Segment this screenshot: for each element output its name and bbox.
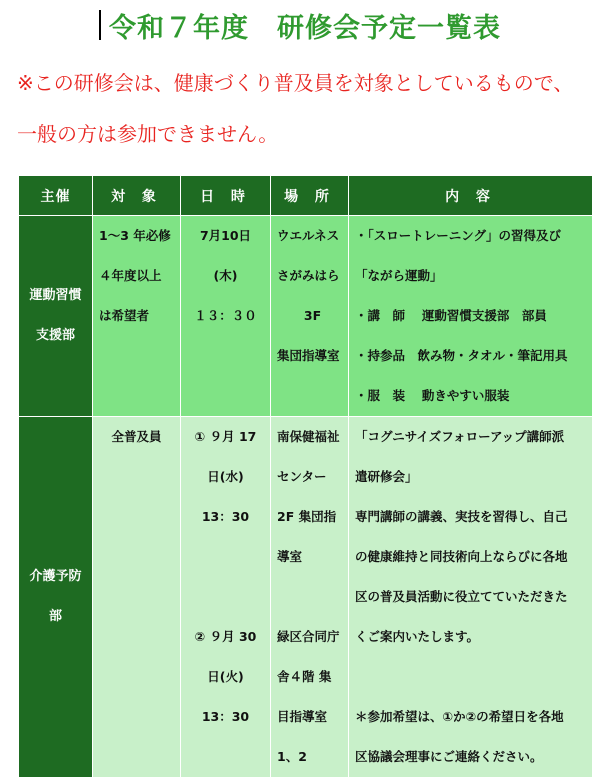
datetime-line: １３：３０ [194,308,257,323]
datetime-line: 13：30 [201,709,250,724]
target-cell [93,216,181,417]
content-line: 「コグニサイズフォローアップ講師派 [355,429,565,444]
datetime-line [181,577,270,617]
organizer-line: 介護予防 [29,569,82,584]
content-line: 区協議会理事にご連絡ください。 [355,749,543,764]
target-line: ４年度以上 [99,268,162,283]
header-organizer: 主催 [19,176,93,216]
organizer-cell [19,417,93,778]
place-line: ウエルネス [277,228,340,243]
content-line: ・「スロートレーニング」の習得及び [355,228,562,243]
place-line [277,577,348,617]
place-line: 2F 集団指 [277,509,337,524]
target-cell [93,417,181,778]
place-line: 緑区合同庁 [277,629,340,644]
header-place: 場 所 [271,176,349,216]
content-line: の健康維持と同技術向上ならびに各地 [355,549,568,564]
place-line: センター [277,469,327,484]
target-line: 全普及員 [111,429,162,444]
datetime-line: 7月10日 [199,228,252,243]
content-line: ・持参品 飲み物・タオル・筆記用具 [355,348,568,363]
header-target: 対 象 [93,176,181,216]
place-line: 3F [303,308,322,323]
organizer-line: 運動習慣 [29,288,82,303]
datetime-cell [181,216,271,417]
content-line: ・講 師 運動習慣支援部 部員 [355,308,547,323]
header-datetime: 日 時 [181,176,271,216]
notice-line-1: ※この研修会は、健康づくり普及員を対象としているもので、 [17,71,574,95]
place-line: 1、2 [277,749,307,764]
datetime-line [181,537,270,577]
target-line: は希望者 [99,308,150,323]
place-line: 南保健福祉 [277,429,340,444]
header-content: 内 容 [349,176,593,216]
place-cell [271,417,349,778]
text-cursor [99,10,101,40]
page-title: 令和７年度 研修会予定一覧表 [109,13,501,44]
content-line: ・服 装 動きやすい服装 [355,388,510,403]
content-cell [349,216,593,417]
content-line: 遣研修会」 [355,469,418,484]
place-line: さがみはら [277,268,340,283]
schedule-table [18,175,593,778]
datetime-cell [181,417,271,778]
datetime-line: ① ９月 17 [194,429,257,444]
table-header-row [19,176,593,216]
content-cell [349,417,593,778]
content-line [355,657,592,697]
organizer-line: 部 [48,609,62,624]
place-line: 集団指導室 [277,348,340,363]
content-line: 区の普及員活動に役立てていただきた [355,589,568,604]
place-cell [271,216,349,417]
datetime-line: 13：30 [201,509,250,524]
place-line: 舎４階 集 [277,669,332,684]
organizer-line: 支援部 [35,328,75,343]
content-line: ＊参加希望は、①か②の希望日を各地 [355,709,564,724]
datetime-line: 日(火) [207,669,244,684]
table-row [19,216,593,417]
place-line: 導室 [277,549,303,564]
datetime-line: (木) [213,268,238,283]
notice-line-2: 一般の方は参加できません。 [17,122,279,146]
content-line: くご案内いたします。 [355,629,480,644]
place-line: 目指導室 [277,709,328,724]
content-line: 「ながら運動」 [355,268,443,283]
datetime-line: ② ９月 30 [194,629,257,644]
target-line: 1～3 年必修 [99,228,171,243]
datetime-line: 日(水) [207,469,244,484]
content-line: 専門講師の講義、実技を習得し、自己 [355,509,568,524]
organizer-cell [19,216,93,417]
table-row [19,417,593,778]
